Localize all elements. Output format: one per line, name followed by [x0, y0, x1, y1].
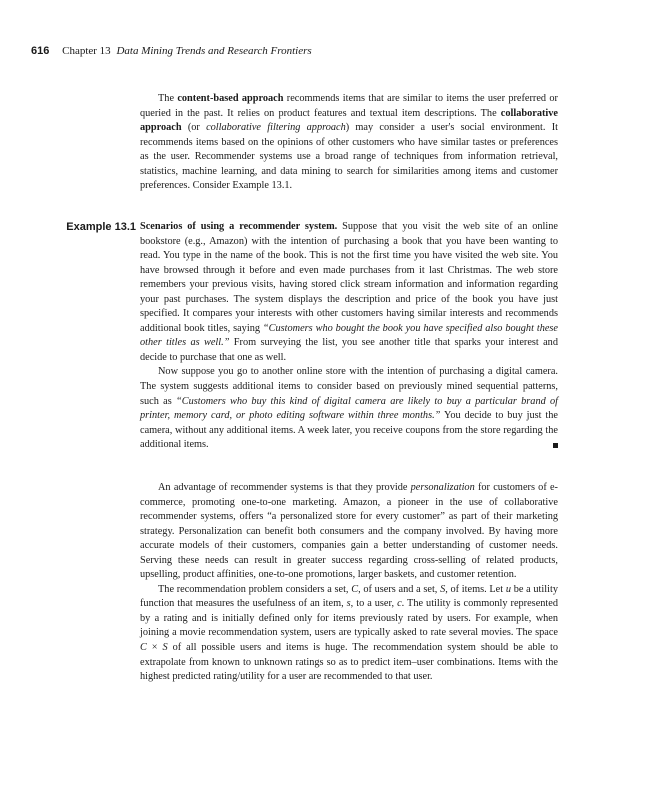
example-paragraph-2: Now suppose you go to another online store with the intention of purchasing a digital camera. The system suggests additional items to consider based on previously mined sequential patterns, such as “Customers who buy this kind of digital camera are likely to buy a particular brand of printer, memory card, or photo editing software within three months.” You decide to buy just the camera, without any additional items. A week later, you receive coupons from the store regarding the additional items.: [140, 366, 559, 451]
term-personalization: personalization: [410, 482, 475, 493]
chapter-title: Data Mining Trends and Research Frontiers: [116, 45, 312, 57]
discussion-paragraph-2: The recommendation problem considers a set, C, of users and a set, S, of items. Let u be a utility function that measures the usefulness of an item, s, to a user, c. The utility is commonly represented by a rating and is initially defined only for items previously rated by users. For example, when joining a movie recommendation system, users are typically asked to rate several movies. The space C × S of all possible users and items is huge. The recommendation system should be able to extrapolate from known to unknown ratings so as to predict item–user combinations. Items with the highest predicted rating/utility for a user are recommended to that user.: [140, 583, 558, 683]
example-title: Scenarios of using a recommender system.: [140, 221, 338, 232]
term-content-based: content-based approach: [177, 93, 284, 104]
example-label: Example 13.1: [66, 221, 136, 233]
intro-paragraph: The content-based approach recommends items that are similar to items the user preferred or queried in the past. It relies on product features and textual item descriptions. The collaborative approach (or collaborative filtering approach) may consider a user's social environment. It recommends items based on the opinions of other customers who have similar tastes or preferences as the user. Recommender systems use a broad range of techniques from information retrieval, statistics, machine learning, and data mining to search for similarities among items and customer preferences. Consider Example 13.1.: [140, 93, 558, 192]
discussion-section: [140, 481, 558, 685]
discussion-paragraph-1: An advantage of recommender systems is that they provide personalization for customers of e-commerce, promoting one-to-one marketing. Amazon, a pioneer in the use of collaborative recommender systems, offers “a personalized store for every customer” as part of their marketing strategy. Personalization can benefit both consumers and the company involved. By having more accurate models of their customers, companies gain a better understanding of customer needs. Serving these needs can result in greater success regarding cross-selling of related products, upselling, product affinities, one-to-one promotions, larger baskets, and customer retention.: [140, 482, 558, 581]
running-head: [31, 45, 312, 57]
example-section: [140, 220, 558, 453]
chapter-label: Chapter 13: [62, 45, 111, 57]
term-collaborative: collaborative approach: [140, 107, 558, 134]
end-of-example-mark: [553, 443, 558, 448]
page-number: 616: [31, 45, 50, 57]
intro-section: [140, 92, 558, 194]
example-paragraph-1: Scenarios of using a recommender system. Suppose that you visit the web site of an online bookstore (e.g., Amazon) with the intention of purchasing a book that you have been wanting to read. You type in the name of the book. This is not the first time you have visited the web site. You have browsed through it before and even made purchases from it last Christmas. The web store remembers your previous visits, having stored click stream information and information regarding your past purchases. The system displays the description and price of the book you have just specified. It compares your interests with other customers having similar interests and recommends additional book titles, saying “Customers who bought the book you have specified also bought these other titles as well.” From surveying the list, you see another title that sparks your interest and decide to purchase that one as well.: [140, 221, 558, 363]
